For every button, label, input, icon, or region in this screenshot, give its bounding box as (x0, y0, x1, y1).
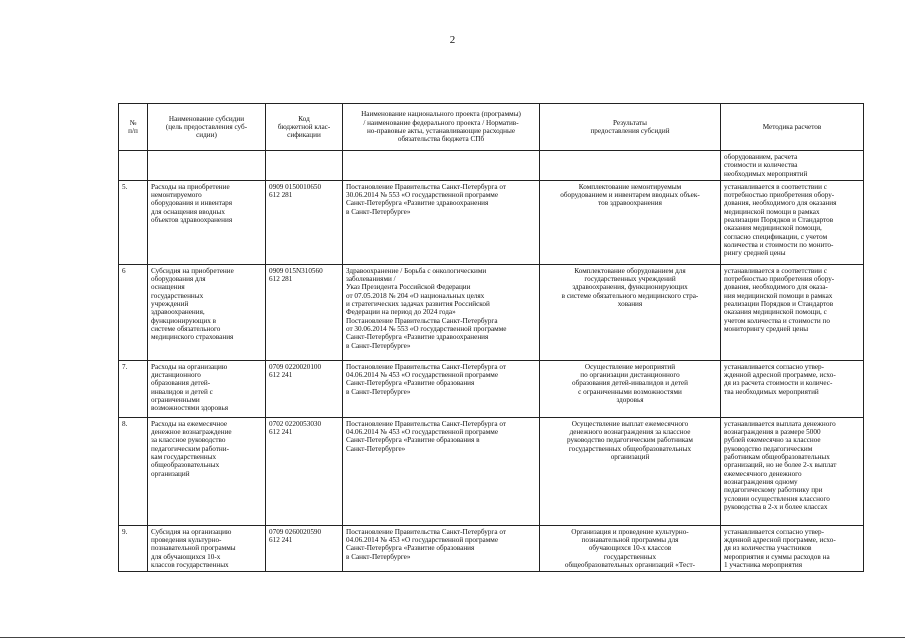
cell-code: 0702 0220053030 612 241 (266, 417, 343, 525)
header-project: Наименование национального проекта (программы) / наименование федерального проекта / Норматив- но-правовые акты, устанавливающие расходные обязательства бюджета СПб (343, 104, 540, 151)
cell-project: Постановление Правительства Санкт-Петербурга от 04.06.2014 № 453 «О государственной программе Санкт-Петербурга «Развитие образования в Санкт-Петербурге» (343, 417, 540, 525)
header-method: Методика расчетов (721, 104, 864, 151)
cell-code: 0909 015N310560 612 281 (266, 264, 343, 360)
cell-num: 6 (119, 264, 148, 360)
cell-project (343, 151, 540, 181)
page-bottom-edge (0, 637, 905, 638)
cell-code: 0909 0150010650 612 281 (266, 180, 343, 264)
cell-code: 0709 0220020100 612 241 (266, 360, 343, 417)
cell-project: Постановление Правительства Санкт-Петербурга от 04.06.2014 № 453 «О государственной программе Санкт-Петербурга «Развитие образования в Санкт-Петербурге» (343, 360, 540, 417)
table-row (119, 264, 864, 360)
cell-num: 5. (119, 180, 148, 264)
table-row (119, 417, 864, 525)
table-row (119, 180, 864, 264)
table-row (119, 525, 864, 571)
cell-name: Расходы на организацию дистанционного образования детей- инвалидов и детей с ограниченными возможностями здоровья (148, 360, 266, 417)
cell-name: Расходы на приобретение немонтируемого оборудования и инвентаря для оснащения вводных объектов здравоохранения (148, 180, 266, 264)
cell-results: Осуществление мероприятий по организации дистанционного образования детей-инвалидов и детей с ограниченными возможностями здоровья (540, 360, 721, 417)
cell-num: 8. (119, 417, 148, 525)
header-code: Код бюджетной клас- сификации (266, 104, 343, 151)
cell-name: Субсидия на организацию проведения культурно- познавательной программы для обучающихся 10-х классов государственных (148, 525, 266, 571)
cell-project: Здравоохранение / Борьба с онкологическими заболеваниями / Указ Президента Российской Федерации от 07.05.2018 № 204 «О национальных целях и стратегических задачах развития Российской Федерации на период до 2024 года» Постановление Правительства Санкт-Петербурга от 30.06.2014 № 553 «О государственной программе Санкт-Петербурга «Развитие здравоохранения в Санкт-Петербурге» (343, 264, 540, 360)
cell-method: оборудованием, расчета стоимости и количества необходимых мероприятий (721, 151, 864, 181)
cell-method: устанавливается выплата денежного вознаграждения в размере 5000 рублей ежемесячно за классное руководство педагогическим работникам общеобразовательных организаций, но не более 2-х выплат ежемесячного денежного вознаграждения одному педагогическому работнику при условии осуществления классного руководства в 2-х и более классах (721, 417, 864, 525)
cell-method: устанавливается согласно утвер- жденной адресной программе, исхо- дя из количества участников мероприятия и суммы расходов на 1 участника мероприятия (721, 525, 864, 571)
header-name: Наименование субсидии (цель предоставления суб- сидии) (148, 104, 266, 151)
cell-num: 7. (119, 360, 148, 417)
subsidy-table (118, 103, 864, 572)
cell-name: Расходы на ежемесячное денежное вознаграждение за классное руководство педагогическим работни- кам государственных общеобразовательных организаций (148, 417, 266, 525)
cell-results: Организация и проведение культурно- познавательной программы для обучающихся 10-х классов государственных общеобразовательных организаций «Тест- (540, 525, 721, 571)
cell-code (266, 151, 343, 181)
table-row-continuation (119, 151, 864, 181)
cell-project: Постановление Правительства Санкт-Петербурга от 04.06.2014 № 453 «О государственной программе Санкт-Петербурга «Развитие образования в Санкт-Петербурге» (343, 525, 540, 571)
cell-name: Субсидия на приобретение оборудования для оснащения государственных учреждений здравоохранения, функционирующих в системе обязательного медицинского страхования (148, 264, 266, 360)
cell-results: Осуществление выплат ежемесячного денежного вознаграждения за классное руководство педагогическим работникам государственных общеобразовательных организаций (540, 417, 721, 525)
header-num: № п/п (119, 104, 148, 151)
header-results: Результаты предоставления субсидий (540, 104, 721, 151)
cell-method: устанавливается в соответствии с потребностью приобретения обору- дования, необходимого для оказа- ния медицинской помощи в рамках реализации Порядков и Стандартов оказания медицинской помощи, с учетом количества и стоимости по мониторингу средней цены (721, 264, 864, 360)
cell-num (119, 151, 148, 181)
cell-project: Постановление Правительства Санкт-Петербурга от 30.06.2014 № 553 «О государственной программе Санкт-Петербурга «Развитие здравоохранения в Санкт-Петербурге» (343, 180, 540, 264)
table-row (119, 360, 864, 417)
cell-results: Комплектование оборудованием для государственных учреждений здравоохранения, функционирующих в системе обязательного медицинского стра- хования (540, 264, 721, 360)
cell-method: устанавливается согласно утвер- жденной адресной программе, исхо- дя из расчета стоимости и количес- тва необходимых мероприятий (721, 360, 864, 417)
cell-results: Комплектование немонтируемым оборудованием и инвентарем вводных объек- тов здравоохранения (540, 180, 721, 264)
cell-num: 9. (119, 525, 148, 571)
table-header-row (119, 104, 864, 151)
cell-method: устанавливается в соответствии с потребностью приобретения обору- дования, необходимого для оказания медицинской помощи в рамках реализации Порядков и Стандартов оказания медицинской помощи, согласно спецификации, с учетом количества и стоимости по монито- рингу средней цены (721, 180, 864, 264)
page-number: 2 (449, 34, 456, 46)
cell-results (540, 151, 721, 181)
cell-code: 0709 0260020590 612 241 (266, 525, 343, 571)
cell-name (148, 151, 266, 181)
